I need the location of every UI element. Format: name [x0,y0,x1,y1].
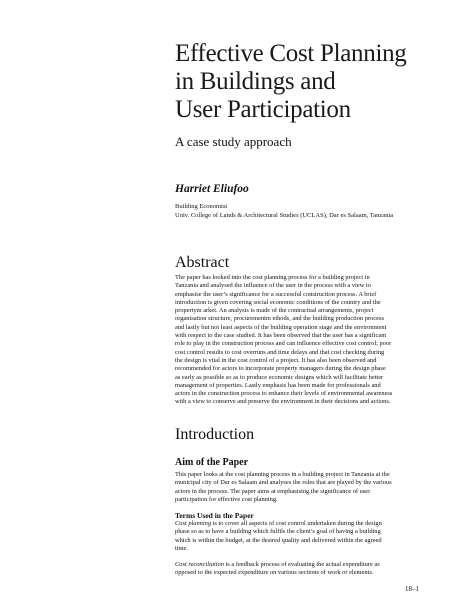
definition-cost-reconciliation [175,561,430,578]
abstract-body: The paper has looked into the cost planning process for a building project in Tanzania and analysed the influence of the user in the process with a view to emphasise the user’s significance for a successful construction process. A brief introduction is given covering social economic conditions of the country and the propertym arket. An analysis is made of the contractual arrangements, project organisation structure, procurementm ethods, and the building production process and lastly but not least aspects of the building operation stage and the environment with respect to the case studied. It has been observed that the user has a significant role to play in the construction process and can influence effective cost control; poor cost control results to cost overruns and time delays and that cost checking during the design is vital in the cost control of a project. It has also been observed and recommended for actors to incorporate property managers during the design phase as early as possible so as to produce economic designs which will facilitate better management of properties. Lastly emphasis has been made for professionals and actors in the construction process to enhance their levels of environmental awareness with a view to conserve and preserve the environment in their decisions and actions. [175,274,393,406]
definition-text: is to cover all aspects of cost control undertaken during the design phase so as to have a building which fulfils the client’s goal of having a building which is within the budget, at the desired quality and delivered within the agreed time. [175,520,382,552]
affiliation-line: Univ. College of Lands & Architectural Studies (UCLAS), Dar es Salaam, Tanzania [175,212,394,219]
title-line: Effective Cost Planning [175,40,407,67]
paper-subtitle: A case study approach [175,134,292,149]
title-line: User Participation [175,96,351,123]
terms-heading: Terms Used in the Paper [175,511,254,520]
definition-text: is a feedback process of evaluating the actual expenditure as opposed to the expected expenditure on various sections of work or elements. [175,561,380,577]
introduction-heading: Introduction [175,426,255,443]
author-affiliation [175,202,430,220]
definition-term: Cost reconciliation [175,561,224,568]
aim-heading: Aim of the Paper [175,457,249,468]
paper-title [175,40,430,124]
definition-term: Cost planning [175,520,212,527]
aim-body: This paper looks at the cost planning process in a building project in Tanzania at the municipal city of Dar es Salaam and analyses the roles that are played by the various actors in the process. The paper aims at emphasising the significance of user participation for effective cost planning. [175,471,392,503]
affiliation-line: Building Economist [175,203,228,210]
definition-cost-planning [175,520,430,553]
title-line: in Buildings and [175,68,336,95]
page-number: 18–1 [405,585,419,593]
abstract-heading: Abstract [175,254,230,271]
author-name: Harriet Eliufoo [175,183,249,195]
